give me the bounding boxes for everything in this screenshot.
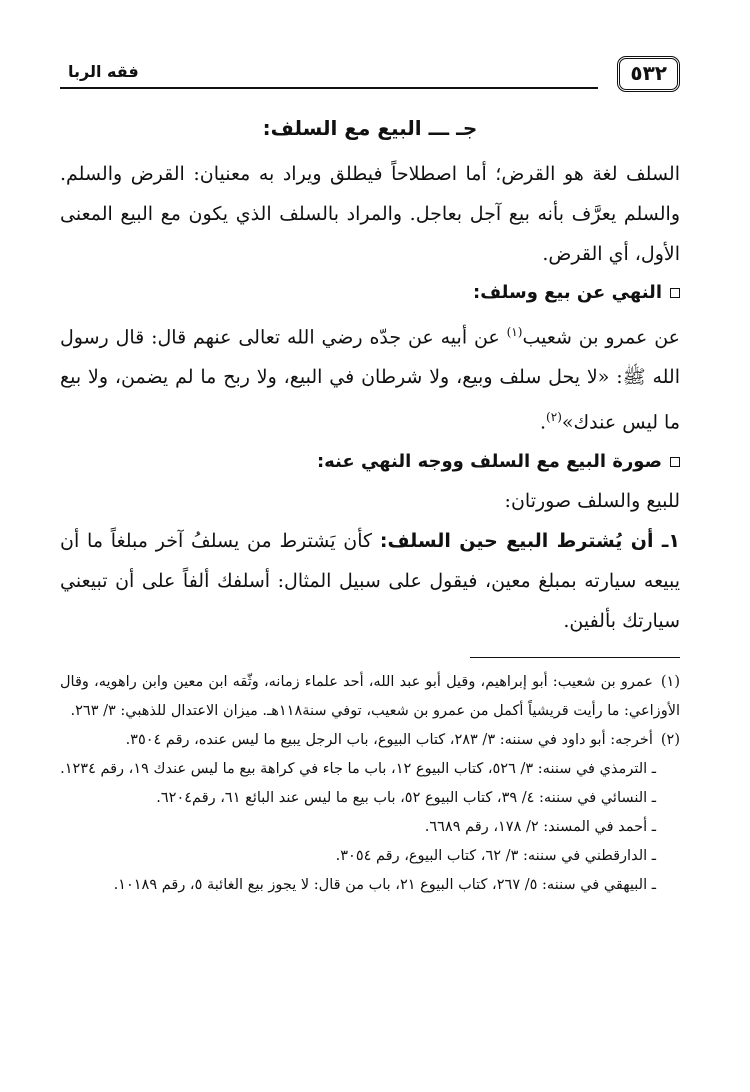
page-header <box>60 48 680 94</box>
source-line: ـ البيهقي في سننه: ٥/ ٢٦٧، كتاب البيوع ٢١، باب من قال: لا يجوز بيع الغائبة ٥، رقم ١٠١٨٩. <box>113 876 656 893</box>
sura-heading-text: صورة البيع مع السلف ووجه النهي عنه: <box>316 450 662 472</box>
running-title: فقه الربا <box>68 62 139 81</box>
source-line: ـ أحمد في المسند: ٢/ ١٧٨، رقم ٦٦٨٩. <box>424 818 656 835</box>
nahy-heading <box>60 274 680 312</box>
footnote-ref-1[interactable]: (١) <box>506 325 523 339</box>
hadith-text-a: عن عمرو بن شعيب <box>522 326 680 349</box>
footnote-2-text: أخرجه: أبو داود في سننه: ٣/ ٢٨٣، كتاب البيوع، باب الرجل يبيع ما ليس عنده، رقم ٣٥٠٤. <box>125 731 653 748</box>
sura-item-1-lead: ١ـ أن يُشترط البيع حين السلف: <box>379 529 681 552</box>
source-line: ـ الدارقطني في سننه: ٣/ ٦٢، كتاب البيوع، رقم ٣٠٥٤. <box>335 847 656 864</box>
square-bullet-icon <box>670 288 680 298</box>
header-rule <box>60 87 598 89</box>
hadith-text-b: عن أبيه عن جدّه رضي الله تعالى عنهم قال: قال رسول الله ﷺ: «لا يحل سلف وبيع، ولا شرطان في البيع، ولا ربح ما لم يضمن، ولا بيع ما ليس عندك» <box>60 326 680 434</box>
footnote-2-number: (٢) <box>660 731 680 748</box>
footnote-2-sources <box>60 755 680 900</box>
book-page <box>60 48 680 900</box>
sura-item-1-text: كأن يَشترط من يسلفُ آخر مبلغاً ما أن يبيعه سيارته بمبلغ معين، فيقول على سبيل المثال: أسلفك ألفاً على أن تبيعني سيارتك بألفين. <box>60 529 680 632</box>
footnote-1-text: عمرو بن شعيب: أبو إبراهيم، وقيل أبو عبد الله، أحد علماء زمانه، وثّقه ابن معين وابن راهويه، وقال الأوزاعي: ما رأيت قريشياً أكمل من عمرو بن شعيب، توفي سنة١١٨هـ. ميزان الاعتدال للذهبي: ٣/ ٢٦٣. <box>60 673 680 719</box>
footnote-ref-2[interactable]: (٢) <box>546 410 562 425</box>
sura-intro: للبيع والسلف صورتان: <box>504 489 680 512</box>
footnote-1 <box>60 668 680 726</box>
footnote-1-number: (١) <box>660 673 680 690</box>
source-line: ـ النسائي في سننه: ٤/ ٣٩، كتاب البيوع ٥٢، باب بيع ما ليس عند البائع ٦١، رقم٦٢٠٤. <box>156 789 656 806</box>
footnote-rule <box>470 657 680 658</box>
nahy-heading-text: النهي عن بيع وسلف: <box>473 282 662 303</box>
section-title: جـ ـــ البيع مع السلف: <box>262 116 478 140</box>
source-line: ـ الترمذي في سننه: ٣/ ٥٢٦، كتاب البيوع ١٢، باب ما جاء في كراهة بيع ما ليس عندك ١٩، رقم ١٢٣٤. <box>60 760 656 777</box>
footnote-2 <box>60 726 680 755</box>
hadith-text-c: . <box>540 411 547 434</box>
page-number: ٥٣٢ <box>617 56 680 92</box>
hadith-paragraph <box>60 312 680 443</box>
square-bullet-icon <box>670 457 680 467</box>
sura-item-1 <box>60 521 680 641</box>
footnotes <box>60 668 680 900</box>
sura-heading <box>60 443 680 481</box>
intro-paragraph: السلف لغة هو القرض؛ أما اصطلاحاً فيطلق ويراد به معنيان: القرض والسلم. والسلم يعرَّف بأنه بيع آجل بعاجل. والمراد بالسلف الذي يكون مع البيع المعنى الأول، أي القرض. <box>60 163 680 265</box>
